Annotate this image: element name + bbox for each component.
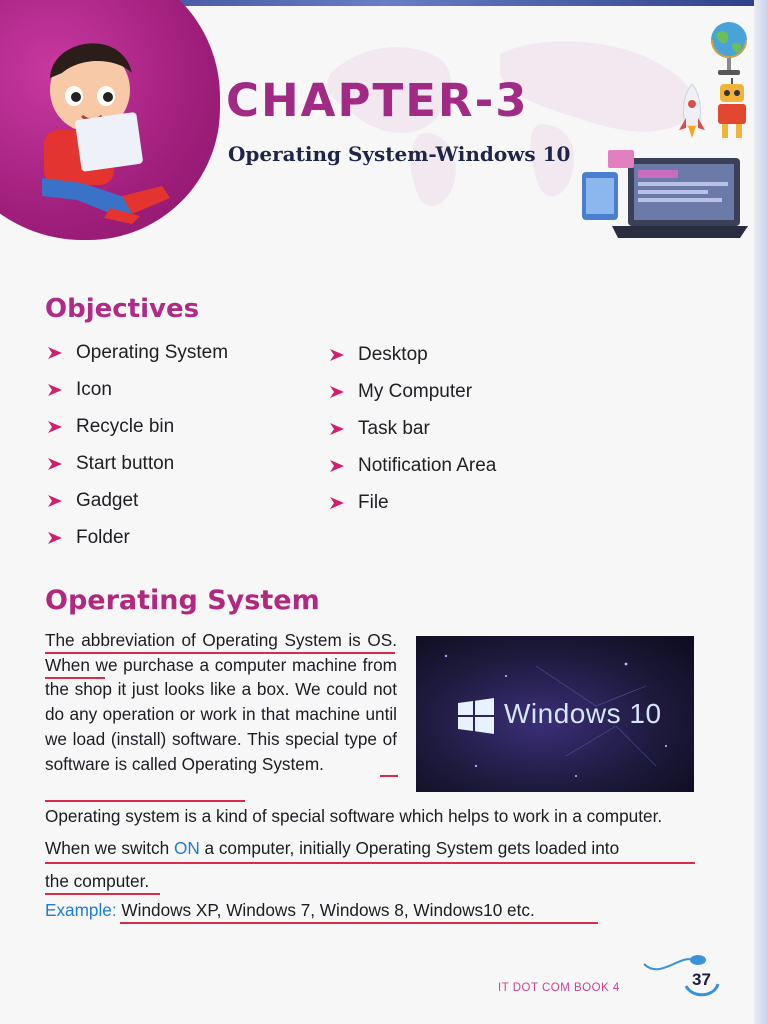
- objective-label: Gadget: [76, 489, 139, 511]
- boy-with-laptop-illustration: [22, 18, 192, 228]
- underline-mark: [45, 677, 105, 679]
- objective-label: Operating System: [76, 341, 229, 363]
- list-item: [328, 373, 496, 410]
- objective-label: File: [358, 491, 389, 513]
- underline-mark: [45, 862, 695, 864]
- list-item: [328, 447, 496, 484]
- list-item: [46, 445, 228, 482]
- book-title-footer: IT DOT COM BOOK 4: [498, 982, 620, 994]
- underline-mark: [45, 893, 160, 895]
- text-span: When we switch: [45, 838, 174, 858]
- chevron-right-icon: [328, 457, 346, 475]
- objective-label: My Computer: [358, 380, 473, 402]
- chevron-right-icon: [328, 420, 346, 438]
- globe-icon: [706, 18, 752, 80]
- intro-paragraph: The abbreviation of Operating System is OS. When we purchase a computer machine from the shop it just looks like a box. We could not do any operation or work in that machine until we load (install) software. This special type of software is called Operating System.: [45, 630, 397, 774]
- chapter-title: CHAPTER-3: [226, 74, 529, 127]
- robot-icon: [712, 78, 752, 142]
- laptop-devices-illustration: [572, 148, 748, 244]
- chevron-right-icon: [328, 346, 346, 364]
- windows-logo-icon: [458, 698, 494, 734]
- chevron-right-icon: [328, 494, 346, 512]
- section-heading: Operating System: [45, 585, 320, 616]
- example-label: Example:: [45, 900, 117, 920]
- page-number: 37: [692, 970, 711, 989]
- list-item: [46, 519, 228, 556]
- windows-10-caption: Windows 10: [504, 698, 662, 729]
- text-span: a computer, initially Operating System gets loaded into: [199, 838, 620, 858]
- list-item: [46, 334, 228, 371]
- chapter-subtitle: Operating System-Windows 10: [228, 142, 571, 166]
- objective-label: Start button: [76, 452, 175, 474]
- example-line: [45, 900, 535, 921]
- list-item: [328, 336, 496, 373]
- objectives-right-list: [328, 336, 496, 521]
- list-item: [46, 408, 228, 445]
- chevron-right-icon: [46, 492, 64, 510]
- definition-line: Operating system is a kind of special software which helps to work in a computer.: [45, 806, 663, 826]
- list-item: [328, 410, 496, 447]
- switch-on-line: [45, 838, 619, 859]
- objectives-heading: Objectives: [45, 294, 200, 324]
- windows-10-image: [416, 636, 694, 792]
- underline-mark: [380, 775, 398, 777]
- example-text: Windows XP, Windows 7, Windows 8, Windows10 etc.: [116, 900, 535, 920]
- chevron-right-icon: [46, 344, 64, 362]
- objective-label: Icon: [76, 378, 112, 400]
- list-item: [46, 371, 228, 408]
- list-item: [46, 482, 228, 519]
- rocket-icon: [676, 82, 708, 142]
- objective-label: Notification Area: [358, 454, 497, 476]
- objective-label: Recycle bin: [76, 415, 175, 437]
- objective-label: Folder: [76, 526, 130, 548]
- continuation-line: the computer.: [45, 871, 150, 891]
- chevron-right-icon: [46, 455, 64, 473]
- right-edge: [754, 0, 768, 1024]
- chevron-right-icon: [328, 383, 346, 401]
- chevron-right-icon: [46, 418, 64, 436]
- objective-label: Desktop: [358, 343, 428, 365]
- list-item: [328, 484, 496, 521]
- chevron-right-icon: [46, 381, 64, 399]
- underline-mark: [45, 652, 395, 654]
- objective-label: Task bar: [358, 417, 430, 439]
- underline-mark: [120, 922, 598, 924]
- objectives-left-list: [46, 334, 228, 556]
- underline-mark: [45, 800, 245, 802]
- chevron-right-icon: [46, 529, 64, 547]
- on-highlight: ON: [173, 838, 200, 858]
